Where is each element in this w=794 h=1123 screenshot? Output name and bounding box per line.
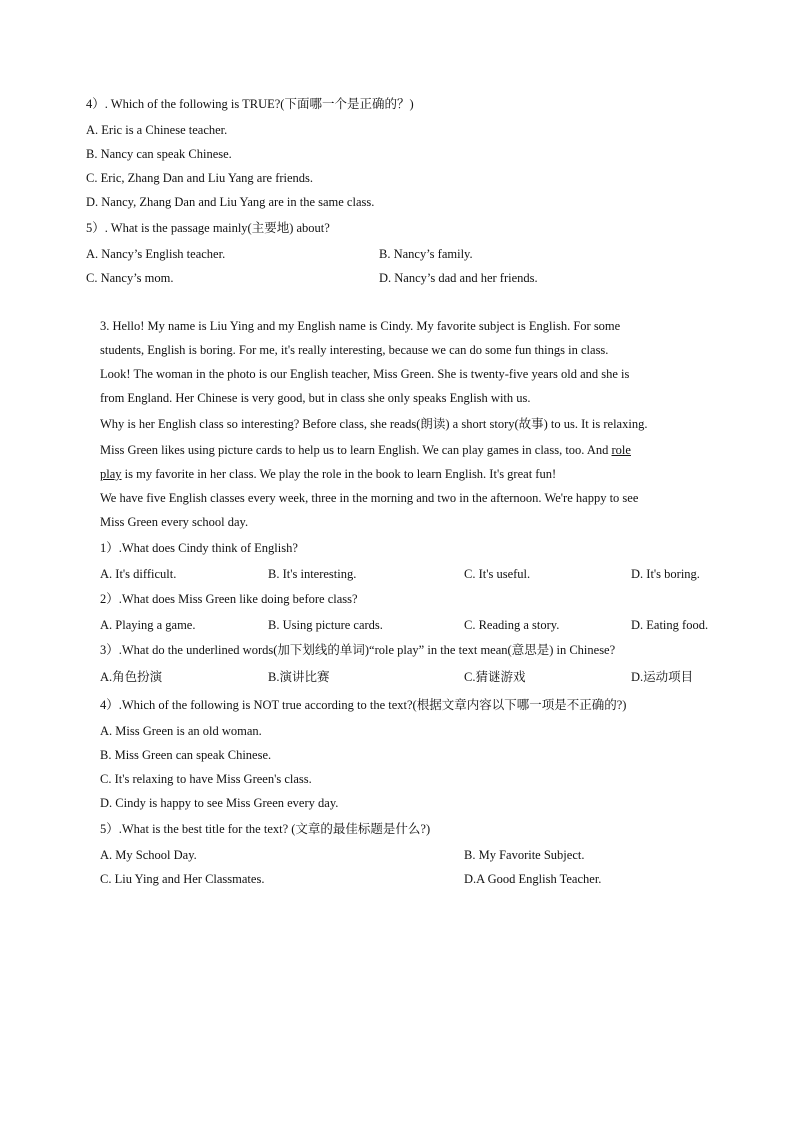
passage-text: is my favorite in her class. We play the role in the book to learn English. It's great fun! [121, 467, 557, 481]
s3-question-2-option-a: A. Playing a game. [100, 618, 196, 632]
passage-line: students, English is boring. For me, it's really interesting, because we can do some fun things in class. [100, 343, 609, 357]
s3-question-4-stem: 4）.Which of the following is NOT true according to the text?(根据文章内容以下哪一项是不正确的?) [100, 698, 627, 712]
question-4-stem: 4）. Which of the following is TRUE?(下面哪一个是正确的？) [86, 97, 414, 111]
s3-question-3-option-d: D.运动项目 [631, 670, 694, 684]
question-5-option-c: C. Nancy’s mom. [86, 271, 174, 285]
s3-question-1-option-c: C. It's useful. [464, 567, 531, 581]
passage-line [100, 466, 556, 482]
s3-question-4-option-d: D. Cindy is happy to see Miss Green every day. [100, 796, 339, 810]
s3-question-1-stem: 1）.What does Cindy think of English? [100, 541, 298, 555]
s3-question-5-option-c: C. Liu Ying and Her Classmates. [100, 872, 265, 886]
s3-question-3-option-c: C.猜谜游戏 [464, 670, 526, 684]
passage-line: Miss Green every school day. [100, 515, 249, 529]
s3-question-5-stem: 5）.What is the best title for the text? (文章的最佳标题是什么?) [100, 822, 431, 836]
passage-line: Why is her English class so interesting? Before class, she reads(朗读) a short story(故事) to us. It is relaxing. [100, 417, 648, 431]
s3-question-1-option-d: D. It's boring. [631, 567, 700, 581]
question-4-option-b: B. Nancy can speak Chinese. [86, 147, 232, 161]
s3-question-1-option-a: A. It's difficult. [100, 567, 177, 581]
question-4-option-d: D. Nancy, Zhang Dan and Liu Yang are in the same class. [86, 195, 375, 209]
s3-question-3-option-a: A.角色扮演 [100, 670, 163, 684]
passage-text: Miss Green likes using picture cards to help us to learn English. We can play games in class, too. And [100, 443, 612, 457]
s3-question-2-option-d: D. Eating food. [631, 618, 709, 632]
passage-line: Look! The woman in the photo is our English teacher, Miss Green. She is twenty-five years old and she is [100, 367, 630, 381]
s3-question-5-option-d: D.A Good English Teacher. [464, 872, 602, 886]
s3-question-5-option-b: B. My Favorite Subject. [464, 848, 585, 862]
s3-question-5-option-a: A. My School Day. [100, 848, 197, 862]
s3-question-2-stem: 2）.What does Miss Green like doing before class? [100, 592, 358, 606]
s3-question-3-option-b: B.演讲比赛 [268, 670, 330, 684]
question-5-stem: 5）. What is the passage mainly(主要地) about? [86, 221, 330, 235]
underlined-role: role [611, 443, 631, 457]
s3-question-4-option-a: A. Miss Green is an old woman. [100, 724, 262, 738]
s3-question-2-option-c: C. Reading a story. [464, 618, 560, 632]
s3-question-1-option-b: B. It's interesting. [268, 567, 357, 581]
s3-question-2-option-b: B. Using picture cards. [268, 618, 383, 632]
question-4-option-a: A. Eric is a Chinese teacher. [86, 123, 228, 137]
passage-line: from England. Her Chinese is very good, but in class she only speaks English with us. [100, 391, 531, 405]
passage-line: We have five English classes every week, three in the morning and two in the afternoon. We're happy to see [100, 491, 639, 505]
question-5-option-a: A. Nancy’s English teacher. [86, 247, 226, 261]
question-4-option-c: C. Eric, Zhang Dan and Liu Yang are friends. [86, 171, 314, 185]
passage-line: 3. Hello! My name is Liu Ying and my English name is Cindy. My favorite subject is English. For some [100, 319, 621, 333]
s3-question-4-option-b: B. Miss Green can speak Chinese. [100, 748, 272, 762]
s3-question-4-option-c: C. It's relaxing to have Miss Green's class. [100, 772, 312, 786]
underlined-play: play [100, 467, 122, 481]
passage-line [100, 442, 631, 458]
question-5-option-d: D. Nancy’s dad and her friends. [379, 271, 538, 285]
question-5-option-b: B. Nancy’s family. [379, 247, 473, 261]
s3-question-3-stem: 3）.What do the underlined words(加下划线的单词)“role play” in the text mean(意思是) in Chinese? [100, 643, 616, 657]
